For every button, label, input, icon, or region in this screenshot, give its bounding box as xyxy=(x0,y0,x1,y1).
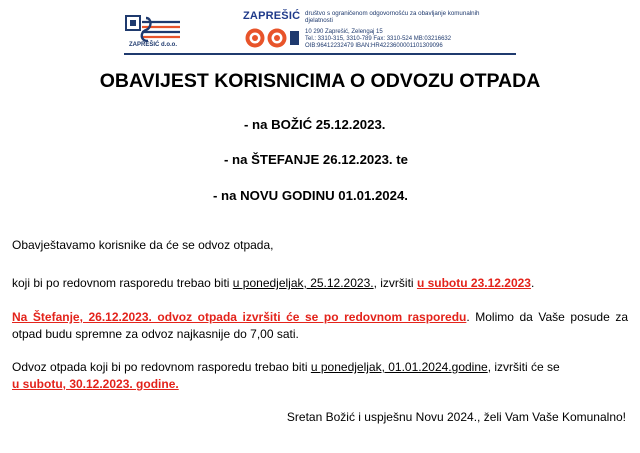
text: , izvršiti xyxy=(373,276,417,290)
text: koji bi po redovnom rasporedu trebao biti xyxy=(12,276,233,290)
logo-caption: ZAPREŠIĆ d.o.o. xyxy=(129,42,177,48)
intro-paragraph: Obavještavamo korisnike da će se odvoz otpada, xyxy=(12,238,274,252)
original-date: u ponedjeljak, 01.01.2024.godine xyxy=(310,360,488,374)
stefanje-notice: Na Štefanje, 26.12.2023. odvoz otpada izvršiti će se po redovnom rasporedu xyxy=(12,310,467,324)
holiday-item: - na BOŽIĆ 25.12.2023. xyxy=(244,117,386,132)
company-name: ZAPREŠIĆ xyxy=(243,10,301,22)
holiday-item: - na NOVU GODINU 01.01.2024. xyxy=(213,188,408,203)
christmas-paragraph xyxy=(12,275,628,292)
company-address xyxy=(305,29,451,51)
new-date: u subotu, 30.12.2023. godine. xyxy=(12,377,179,391)
text: Odvoz otpada koji bi po redovnom rasporedu trebao biti xyxy=(12,360,311,374)
holiday-item: - na ŠTEFANJE 26.12.2023. te xyxy=(224,152,408,167)
ids-line: OIB:96412232479 IBAN:HR4223600001101309096 xyxy=(305,43,443,50)
new-year-paragraph xyxy=(12,359,628,393)
page-title: OBAVIJEST KORISNICIMA O ODVOZU OTPADA xyxy=(99,70,541,92)
header-divider xyxy=(124,53,516,55)
contact-line: Tel.: 3310-315, 3310-789 Fax: 3310-524 MB:03216632 xyxy=(305,36,452,43)
original-date: u ponedjeljak, 25.12.2023. xyxy=(232,276,374,290)
address-line: 10 290 Zaprešić, Zelengaj 15 xyxy=(305,29,383,35)
certification-badges-icon xyxy=(244,27,300,49)
signature-line: Sretan Božić i uspješnu Novu 2024., želi Vam Vaše Komunalno! xyxy=(286,410,626,424)
company-description: društvo s ograničenom odgovornošću za obavljanje komunalnih djelatnosti xyxy=(305,10,480,25)
text: , izvršiti će se xyxy=(487,360,560,374)
stefanje-paragraph xyxy=(12,309,628,343)
new-date: u subotu 23.12.2023 xyxy=(416,276,531,290)
text: . xyxy=(530,276,535,290)
text: . Molimo da Vaše posude za otpad budu spremne za odvoz najkasnije do 7,00 sati. xyxy=(12,310,628,341)
